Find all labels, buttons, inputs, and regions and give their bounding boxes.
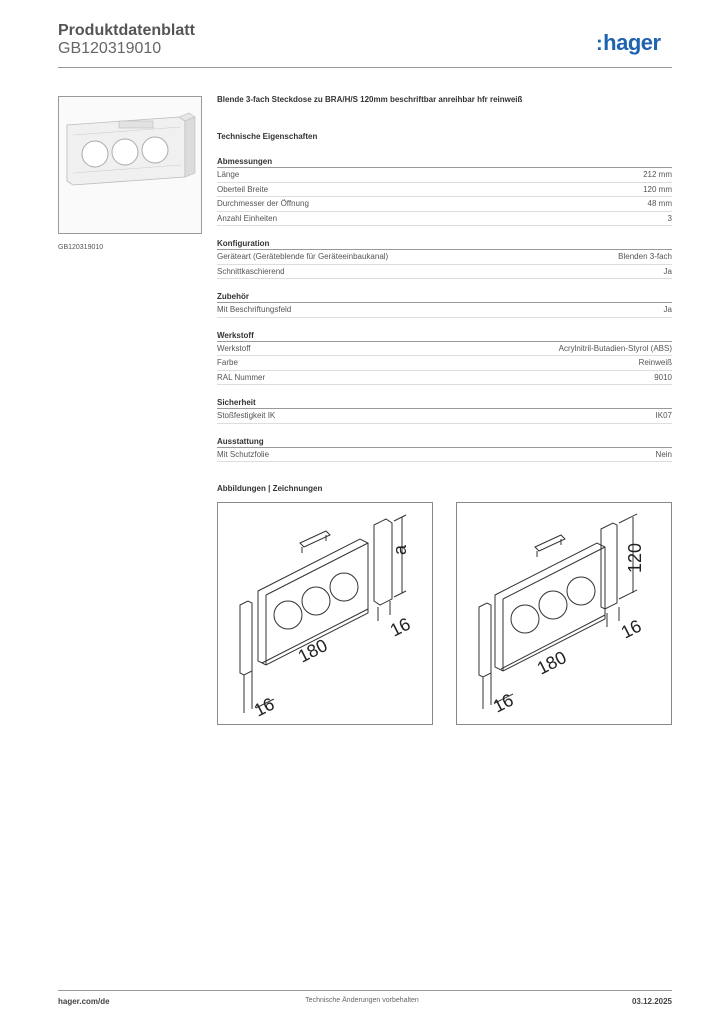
hager-logo: :hager	[596, 30, 661, 55]
product-image	[58, 96, 202, 234]
row-label: Werkstoff	[217, 343, 251, 353]
section-title: Sicherheit	[217, 398, 672, 409]
row-label: Geräteart (Geräteblende für Geräteeinbaukanal)	[217, 252, 389, 261]
image-caption: GB120319010	[58, 244, 104, 251]
row-value: 3	[667, 213, 672, 223]
row-label: Durchmesser der Öffnung	[217, 199, 309, 208]
row-label: Mit Schutzfolie	[217, 449, 270, 459]
section-sicherheit	[217, 398, 672, 424]
table-row	[217, 409, 672, 424]
technical-drawing-2	[456, 502, 672, 725]
row-value: 212 mm	[643, 170, 672, 179]
row-label: Schnittkaschierend	[217, 266, 285, 276]
row-label: Länge	[217, 170, 240, 179]
footer-date: 03.12.2025	[631, 997, 672, 1006]
footer-divider	[58, 990, 672, 991]
drawings-heading: Abbildungen | Zeichnungen	[217, 484, 323, 493]
section-konfiguration	[217, 239, 672, 279]
article-number: GB120319010	[58, 40, 162, 57]
dim-length-label: 180	[294, 635, 331, 667]
section-abmessungen	[217, 157, 672, 226]
table-row	[217, 371, 672, 386]
dim-depth-label: 16	[386, 613, 414, 641]
technical-drawing-1	[217, 502, 433, 725]
section-title: Zubehör	[217, 292, 672, 303]
dim-depth-label: 16	[617, 615, 645, 643]
row-label: Mit Beschriftungsfeld	[217, 305, 292, 314]
dim-side-label: 16	[489, 689, 517, 717]
tech-heading: Technische Eigenschaften	[217, 132, 318, 141]
table-row	[217, 183, 672, 198]
footer-disclaimer: Technische Änderungen vorbehalten	[305, 997, 419, 1004]
row-value: Blenden 3-fach	[618, 252, 672, 261]
table-row	[217, 250, 672, 265]
table-row	[217, 448, 672, 463]
row-label: Stoßfestigkeit IK	[217, 411, 276, 420]
row-value: Acrylnitril-Butadien-Styrol (ABS)	[558, 343, 672, 353]
dim-height-label: 120	[625, 542, 645, 573]
page-title: Produktdatenblatt	[58, 22, 195, 39]
row-value: Ja	[663, 305, 672, 314]
section-zubehoer	[217, 292, 672, 318]
row-label: Farbe	[217, 358, 238, 367]
row-label: RAL Nummer	[217, 372, 266, 382]
section-ausstattung	[217, 437, 672, 463]
footer-website-link[interactable]: hager.com/de	[58, 997, 110, 1006]
section-title: Werkstoff	[217, 331, 672, 342]
table-row	[217, 303, 672, 318]
row-value: Ja	[663, 266, 672, 276]
table-row	[217, 356, 672, 371]
table-row	[217, 212, 672, 227]
row-label: Oberteil Breite	[217, 184, 269, 194]
header-divider	[58, 67, 672, 68]
table-row	[217, 197, 672, 212]
row-value: Reinweiß	[638, 358, 672, 367]
row-value: IK07	[655, 411, 672, 420]
logo-text: hager	[603, 30, 661, 55]
table-row	[217, 168, 672, 183]
row-value: 48 mm	[647, 199, 672, 208]
section-title: Abmessungen	[217, 157, 672, 168]
section-title: Ausstattung	[217, 437, 672, 448]
table-row	[217, 342, 672, 357]
row-value: 9010	[654, 372, 672, 382]
product-description: Blende 3-fach Steckdose zu BRA/H/S 120mm beschriftbar anreihbar hfr reinweiß	[217, 95, 523, 104]
row-label: Anzahl Einheiten	[217, 213, 278, 223]
dim-length-label: 180	[533, 647, 570, 679]
row-value: Nein	[655, 449, 672, 459]
row-value: 120 mm	[643, 184, 672, 194]
table-row	[217, 265, 672, 280]
content-column	[217, 95, 672, 475]
section-title: Konfiguration	[217, 239, 672, 250]
section-werkstoff	[217, 331, 672, 386]
dim-height-label: a	[390, 544, 410, 555]
dim-side-label: 16	[250, 693, 278, 721]
